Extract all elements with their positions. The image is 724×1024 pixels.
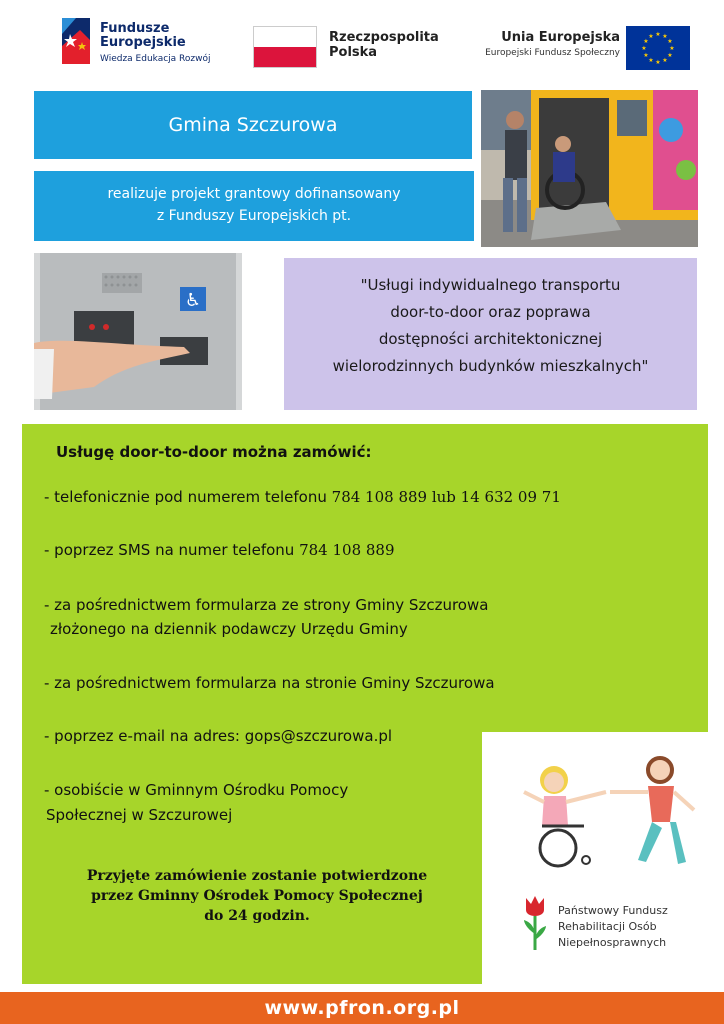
ue-line1: Unia Europejska	[501, 30, 620, 45]
svg-text:★: ★	[667, 38, 673, 45]
wheelchair-bus-photo	[481, 90, 698, 247]
svg-text:★: ★	[662, 33, 668, 40]
ue-line2: Europejski Fundusz Społeczny	[485, 48, 620, 58]
intro-line1: realizuje projekt grantowy dofinansowany	[107, 186, 401, 202]
pfron-logo	[522, 892, 712, 952]
svg-text:♿: ♿	[184, 290, 202, 311]
fe-line3: Wiedza Edukacja Rozwój	[100, 54, 211, 64]
svg-text:★: ★	[655, 59, 661, 66]
fe-line2: Europejskie	[100, 35, 186, 50]
tulip-icon	[522, 894, 548, 950]
wheelchair-friends-illustration	[506, 752, 706, 872]
pfron-line3: Niepełnosprawnych	[558, 936, 667, 949]
intro-line2: z Funduszy Europejskich pt.	[156, 208, 352, 224]
order-personal-line2: Społecznej w Szczurowej	[46, 806, 233, 824]
project-line1: "Usługi indywidualnego transportu	[360, 276, 621, 294]
fundusze-europejskie-logo	[58, 14, 238, 74]
order-sms-text: - poprzez SMS na numer telefonu	[44, 541, 300, 559]
rp-line1: Rzeczpospolita	[329, 30, 439, 45]
fe-line1: Fundusze	[100, 21, 170, 36]
confirm-line1: Przyjęte zamówienie zostanie potwierdzone	[86, 868, 428, 884]
footer-url: www.pfron.org.pl	[0, 992, 724, 1024]
svg-text:★: ★	[669, 45, 675, 52]
order-phone-numbers: 784 108 889 lub 14 632 09 71	[331, 488, 561, 506]
elevator-button-photo	[34, 253, 242, 410]
svg-text:★: ★	[648, 33, 654, 40]
svg-text:★: ★	[667, 52, 673, 59]
logo-bar	[0, 0, 724, 86]
page-title: Gmina Szczurowa	[34, 91, 472, 159]
poland-flag-icon	[253, 26, 317, 68]
confirm-line2: przez Gminny Ośrodek Pomocy Społecznej	[91, 888, 423, 904]
project-title-box	[284, 258, 697, 410]
project-line2: door-to-door oraz poprawa	[390, 303, 591, 321]
svg-text:★: ★	[643, 38, 649, 45]
order-email: - poprzez e-mail na adres: gops@szczurowa.pl	[44, 727, 393, 745]
rzeczpospolita-polska-logo	[253, 24, 453, 72]
pfron-line1: Państwowy Fundusz	[558, 904, 668, 917]
unia-europejska-logo	[476, 24, 696, 74]
order-confirmation	[54, 866, 460, 926]
svg-text:★: ★	[655, 31, 661, 38]
order-sms-number: 784 108 889	[299, 541, 395, 559]
confirm-line3: do 24 godzin.	[204, 908, 310, 924]
pfron-line2: Rehabilitacji Osób	[558, 920, 657, 933]
order-heading: Usługę door-to-door można zamówić:	[56, 443, 372, 461]
rp-line2: Polska	[329, 45, 378, 60]
svg-text:★: ★	[662, 57, 668, 64]
order-web-form: - za pośrednictwem formularza na stronie Gminy Szczurowa	[44, 674, 495, 692]
eu-flag-icon	[626, 26, 690, 70]
order-personal-line1: - osobiście w Gminnym Ośrodku Pomocy	[44, 781, 349, 799]
project-line3: dostępności architektonicznej	[378, 330, 603, 348]
order-sms	[44, 541, 395, 559]
order-phone	[44, 488, 561, 506]
fe-star-icon	[58, 16, 92, 66]
order-phone-text: - telefonicznie pod numerem telefonu	[44, 488, 332, 506]
project-intro	[34, 171, 474, 241]
order-form-line1: - za pośrednictwem formularza ze strony Gminy Szczurowa	[44, 596, 489, 614]
svg-text:★: ★	[643, 52, 649, 59]
order-form-line2: złożonego na dziennik podawczy Urzędu Gminy	[50, 620, 408, 638]
project-line4: wielorodzinnych budynków mieszkalnych"	[332, 357, 649, 375]
svg-text:★: ★	[641, 45, 647, 52]
svg-text:★: ★	[648, 57, 654, 64]
